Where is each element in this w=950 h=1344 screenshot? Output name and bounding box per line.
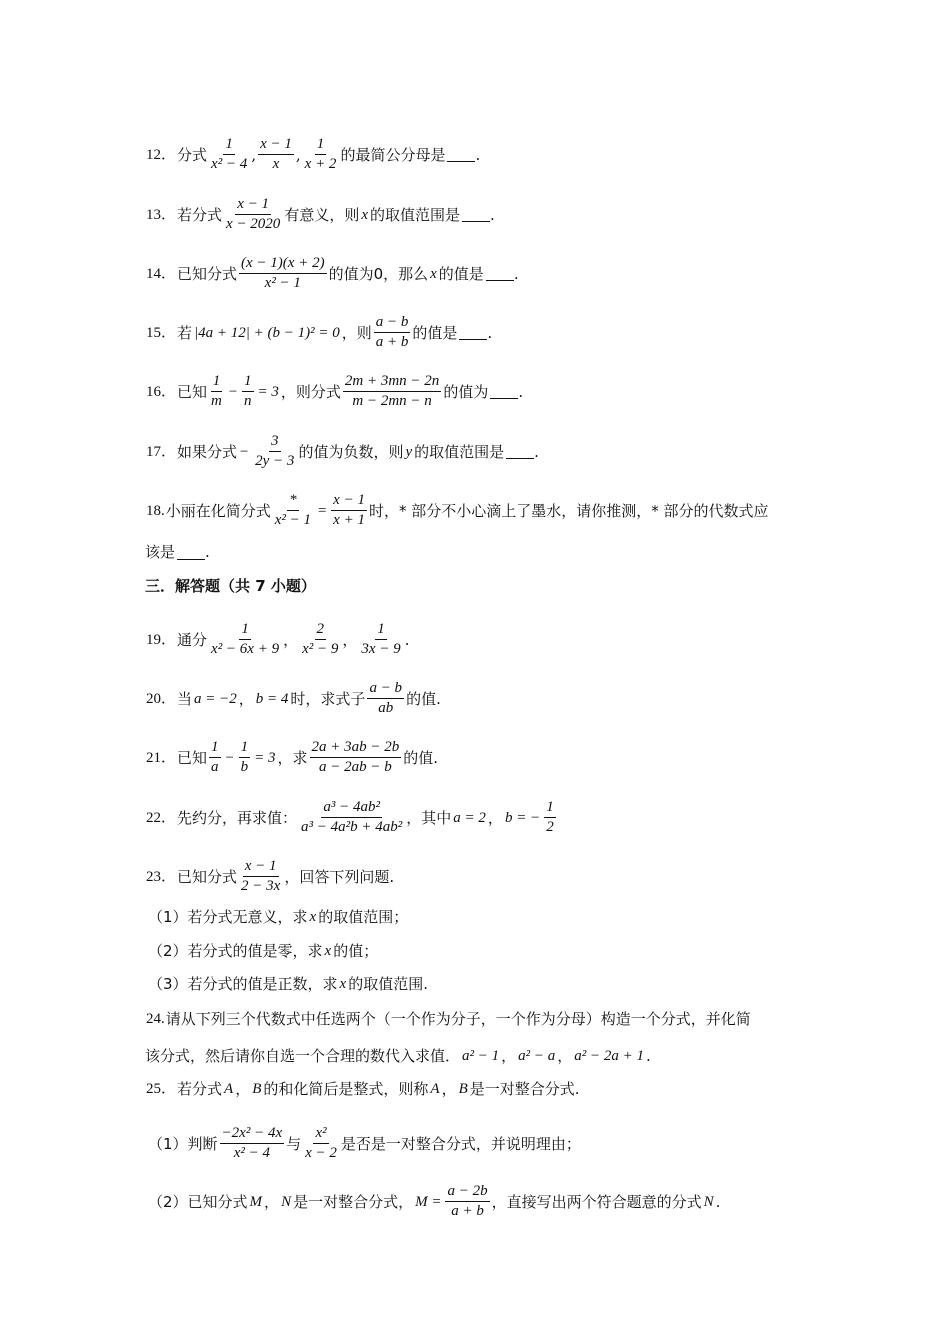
question-number: 18. [146,502,165,519]
answer-blank[interactable] [459,325,487,340]
fraction: $\frac{1}{2}$ [546,799,554,835]
fraction: $\frac{x - 1}{x}$ [260,136,292,172]
question-15: 15． 若 |4a + 12| + (b − 1)² = 0 ，则 $\frac{a - b}{a + b}$ 的值是 . [146,314,493,350]
question-number: 23． [146,868,177,885]
question-number: 17． [146,443,177,460]
fraction: $\frac{a - b}{a + b}$ [375,314,409,350]
answer-blank[interactable] [462,207,490,222]
fraction: $\frac{1}{n}$ [244,373,252,409]
fraction: $\frac{2a + 3ab - 2b}{a - 2ab - b}$ [311,739,400,775]
question-25: 25． 若分式 A ， B 的和化简后是整式，则称 A ， B 是一对整合分式. [146,1080,580,1098]
fraction: $\frac{1}{b}$ [240,739,249,775]
fraction: $\frac{2}{\text{x² − 9}}$ [302,621,339,657]
question-23-part-2: （2）若分式的值是零，求 x 的值； [148,942,379,960]
question-number: 24. [146,1011,165,1027]
fraction: $\frac{a - b}{ab}$ [369,680,403,716]
answer-blank[interactable] [506,444,534,459]
question-21: 21． 已知 $\frac{1}{a}$ − $\frac{1}{b}$ = 3 ，求 $\frac{2a + 3ab - 2b}{a - 2ab - b}$ 的值. [146,739,439,775]
answer-blank[interactable] [447,147,475,162]
fraction: $\frac{1}{a}$ [211,739,219,775]
answer-blank[interactable] [177,545,205,560]
question-25-part-2: （2）已知分式 M ， N 是一对整合分式， M = $\frac{a - 2b}{a + b}$ ，直接写出两个符合题意的分式 N . [148,1183,721,1219]
fraction: $\frac{1}{\text{x² − 6x + 9}}$ [211,621,280,657]
question-number: 12． [146,146,177,163]
question-24: 24. 请从下列三个代数式中任选两个（一个作为分子，一个作为分母）构造一个分式，并化简 [146,1010,751,1028]
question-number: 25． [146,1081,177,1097]
fraction: $\frac{(x - 1)(x + 2)}{\text{x² − 1}}$ [241,255,325,291]
fraction: $\frac{1}{\text{x² − 4}}$ [211,136,248,172]
question-22: 22． 先约分，再求值： $\frac{\text{a³ − 4ab²}}{\text{a³ − 4a²b + 4ab²}}$ ，其中 a = 2 ， b = − $\frac{1}{2}$ [146,799,554,835]
fraction: $\frac{*}{\text{x² − 1}}$ [274,492,312,528]
question-18-line2: 该是 . [145,543,210,561]
fraction: $\frac{1}{3x - 9}$ [361,621,401,657]
question-14: 14． 已知分式 $\frac{(x - 1)(x + 2)}{\text{x² − 1}}$ 的值为0，那么 x 的值是 . [146,255,519,291]
question-17: 17． 如果分式 − $\frac{3}{2y - 3}$ 的值为负数，则 y 的取值范围是 . [146,433,539,469]
fraction: $\frac{x - 1}{x - 2020}$ [226,196,281,232]
question-number: 22． [146,809,177,826]
question-number: 21． [146,749,177,766]
question-23: 23． 已知分式 $\frac{x - 1}{2 - 3x}$ ，回答下列问题. [146,858,395,894]
question-19: 19． 通分 $\frac{1}{\text{x² − 6x + 9}}$ ， $\frac{2}{\text{x² − 9}}$ ， $\frac{1}{3x - 9}$ . [146,621,410,657]
question-25-part-1: （1）判断 $\frac{\text{−2x² − 4x}}{\text{x² − 4}}$ 与 $\frac{\text{x²}}{x - 2}$ 是否是一对整合分式，并说明理由； [148,1125,581,1161]
question-16: 16． 已知 $\frac{1}{m}$ − $\frac{1}{n}$ = 3 ，则分式 $\frac{2m + 3mn - 2n}{m - 2mn - n}$ 的值为 . [146,373,524,409]
fraction: $\frac{1}{x + 2}$ [304,136,337,172]
fraction: $\frac{x - 1}{x + 1}$ [333,492,365,528]
question-number: 20． [146,690,177,707]
fraction: $\frac{\text{a³ − 4ab²}}{\text{a³ − 4a²b + 4ab²}}$ [301,799,403,835]
question-number: 19． [146,631,177,648]
question-18: 18. 小丽在化简分式 $\frac{*}{\text{x² − 1}}$ = $\frac{x - 1}{x + 1}$ 时，* 部分不小心滴上了墨水，请你推测，* 部分的代数式应 [146,492,769,528]
question-23-part-1: （1）若分式无意义，求 x 的取值范围； [148,908,409,926]
question-23-part-3: （3）若分式的值是正数，求 x 的取值范围. [148,975,428,993]
question-12: 12． 分式 $\frac{1}{\text{x² − 4}}$ , $\frac{x - 1}{x}$ , $\frac{1}{x + 2}$ 的最简公分母是 . [146,136,481,172]
fraction: $\frac{a - 2b}{a + b}$ [447,1183,488,1219]
question-number: 14． [146,265,177,282]
section-heading: 三．解答题（共 7 小题） [145,577,316,595]
fraction: $\frac{\text{x²}}{x - 2}$ [305,1125,337,1161]
question-number: 15． [146,324,177,341]
fraction: $\frac{\text{−2x² − 4x}}{\text{x² − 4}}$ [221,1125,283,1161]
fraction: $\frac{1}{m}$ [211,373,222,409]
fraction: $\frac{3}{2y - 3}$ [255,433,295,469]
question-number: 16． [146,383,177,400]
fraction: $\frac{x - 1}{2 - 3x}$ [241,858,281,894]
question-number: 13． [146,206,177,223]
answer-blank[interactable] [490,384,518,399]
question-24-line2: 该分式，然后请你自选一个合理的数代入求值． a² − 1 ， a² − a ， a² − 2a + 1 . [145,1047,651,1065]
question-13: 13． 若分式 $\frac{x - 1}{x - 2020}$ 有意义，则 x 的取值范围是 . [146,196,495,232]
answer-blank[interactable] [486,266,514,281]
fraction: $\frac{2m + 3mn - 2n}{m - 2mn - n}$ [344,373,440,409]
question-20: 20． 当 a = −2 ， b = 4 时，求式子 $\frac{a - b}{ab}$ 的值. [146,680,441,716]
